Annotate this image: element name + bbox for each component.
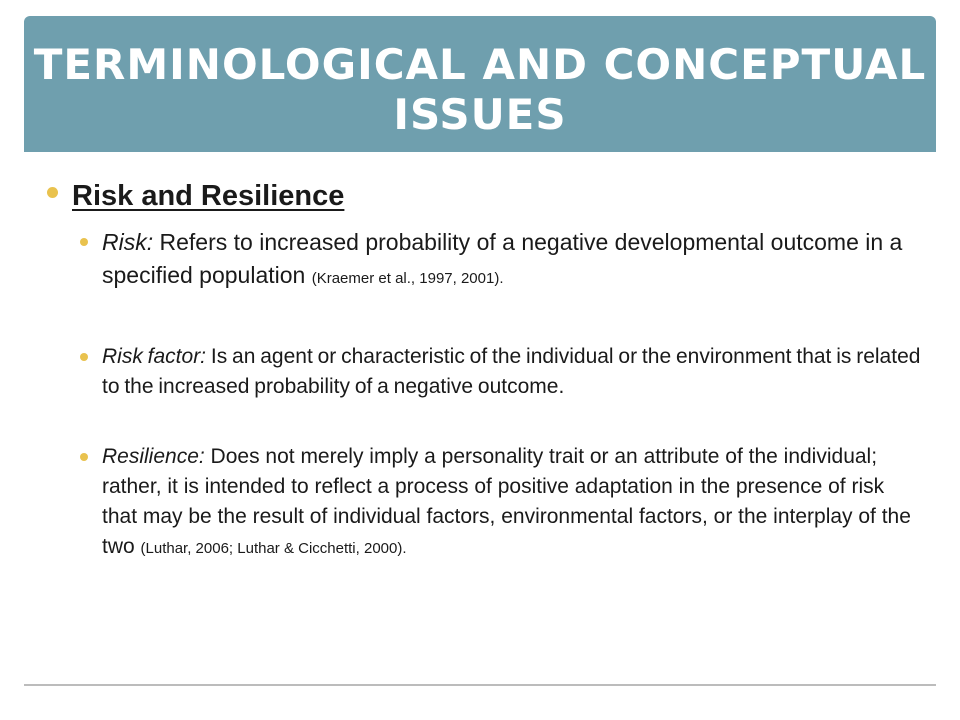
title-bar <box>24 16 936 152</box>
term-label: Risk factor: <box>102 345 207 368</box>
footer-divider <box>24 684 936 686</box>
citation: (Luthar, 2006; Luthar & Cicchetti, 2000). <box>140 540 407 557</box>
bullet-dot-icon <box>80 238 88 246</box>
bullet-risk-factor <box>44 342 924 402</box>
definition-text: Is an agent or characteristic of the individual or the environment that is related to the increased probability of a negative outcome. <box>102 345 921 398</box>
bullet-dot-icon <box>47 187 58 198</box>
bullet-risk <box>44 226 924 294</box>
slide-content <box>44 176 924 564</box>
bullet-resilience <box>44 442 924 564</box>
slide-title: TERMINOLOGICAL AND CONCEPTUAL ISSUES <box>33 40 927 139</box>
definition-text: Does not merely imply a personality trait or an attribute of the individual; rather, it is intended to reflect a process of positive adaptation in the presence of risk that may be the result of individual factors, environmental factors, or the interplay of the two <box>102 445 911 558</box>
citation: (Kraemer et al., 1997, 2001). <box>311 270 504 287</box>
definition-text: Refers to increased probability of a negative developmental outcome in a specified population <box>102 229 903 288</box>
bullet-dot-icon <box>80 453 88 461</box>
section-heading: Risk and Resilience <box>72 180 345 212</box>
term-label: Resilience: <box>102 445 205 468</box>
bullet-dot-icon <box>80 353 88 361</box>
bullet-risk-and-resilience <box>44 176 924 216</box>
term-label: Risk: <box>102 229 154 255</box>
